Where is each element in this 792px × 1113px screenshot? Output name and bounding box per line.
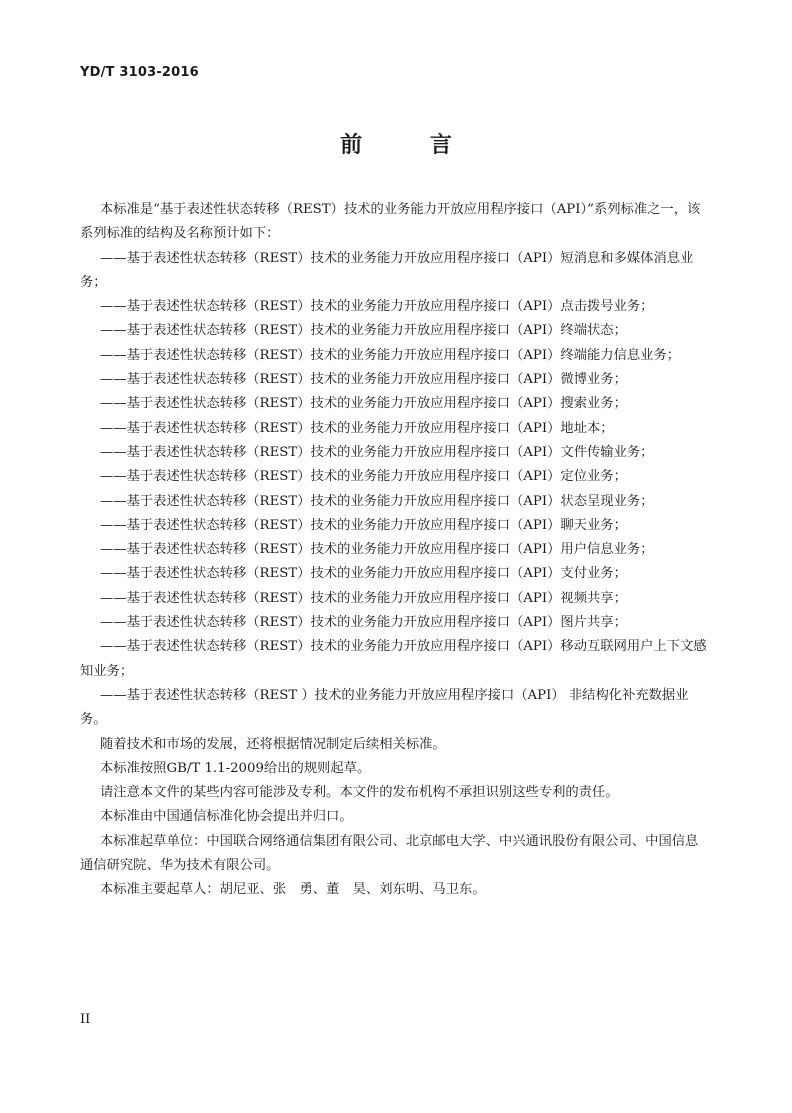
series-item: ——基于表述性状态转移（REST）技术的业务能力开放应用程序接口（API）图片共享； bbox=[100, 615, 627, 631]
paragraph-patent-notice: 请注意本文件的某些内容可能涉及专利。本文件的发布机构不承担识别这些专利的责任。 bbox=[100, 785, 619, 801]
paragraph-followup-standards: 随着技术和市场的发展，还将根据情况制定后续相关标准。 bbox=[100, 736, 446, 752]
series-item: ——基于表述性状态转移（REST）技术的业务能力开放应用程序接口（API）用户信息业务； bbox=[100, 542, 654, 558]
series-item: ——基于表述性状态转移（REST）技术的业务能力开放应用程序接口（API）微博业务； bbox=[100, 372, 627, 388]
intro-paragraph: 本标准是“基于表述性状态转移（REST）技术的业务能力开放应用程序接口（API）”系列标准之一，该系列标准的结构及名称预计如下： bbox=[80, 202, 701, 242]
paragraph-drafting-rules: 本标准按照GB/T 1.1-2009给出的规则起草。 bbox=[100, 760, 371, 776]
series-item: ——基于表述性状态转移（REST）技术的业务能力开放应用程序接口（API）移动互联网用户上下文感知业务； bbox=[80, 639, 707, 679]
page-title: 前 言 bbox=[340, 133, 482, 158]
series-item: ——基于表述性状态转移（REST）技术的业务能力开放应用程序接口（API）地址本； bbox=[100, 420, 614, 436]
foreword-body bbox=[80, 198, 710, 903]
series-item: ——基于表述性状态转移（REST ）技术的业务能力开放应用程序接口（API） 非结构化补充数据业务。 bbox=[80, 687, 689, 728]
series-item: ——基于表述性状态转移（REST）技术的业务能力开放应用程序接口（API）短消息和多媒体消息业务； bbox=[80, 250, 694, 290]
series-item: ——基于表述性状态转移（REST）技术的业务能力开放应用程序接口（API）终端状态； bbox=[100, 323, 627, 339]
series-item: ——基于表述性状态转移（REST）技术的业务能力开放应用程序接口（API）视频共享； bbox=[100, 590, 627, 606]
series-item: ——基于表述性状态转移（REST）技术的业务能力开放应用程序接口（API）终端能力信息业务； bbox=[100, 347, 681, 363]
series-item: ——基于表述性状态转移（REST）技术的业务能力开放应用程序接口（API）定位业务； bbox=[100, 469, 627, 485]
page-number: II bbox=[80, 1012, 91, 1027]
series-item: ——基于表述性状态转移（REST）技术的业务能力开放应用程序接口（API）文件传输业务； bbox=[100, 444, 654, 460]
paragraph-drafters: 本标准主要起草人：胡尼亚、张 勇、董 昊、刘东明、马卫东。 bbox=[100, 882, 486, 898]
series-item: ——基于表述性状态转移（REST）技术的业务能力开放应用程序接口（API）聊天业务； bbox=[100, 517, 627, 533]
series-item: ——基于表述性状态转移（REST）技术的业务能力开放应用程序接口（API）点击拨号业务； bbox=[100, 299, 654, 315]
series-item: ——基于表述性状态转移（REST）技术的业务能力开放应用程序接口（API）支付业务； bbox=[100, 566, 627, 582]
series-item: ——基于表述性状态转移（REST）技术的业务能力开放应用程序接口（API）状态呈现业务； bbox=[100, 493, 654, 509]
paragraph-drafting-units: 本标准起草单位：中国联合网络通信集团有限公司、北京邮电大学、中兴通讯股份有限公司、中国信息通信研究院、华为技术有限公司。 bbox=[80, 833, 699, 874]
series-item: ——基于表述性状态转移（REST）技术的业务能力开放应用程序接口（API）搜索业务； bbox=[100, 396, 627, 412]
paragraph-proposer: 本标准由中国通信标准化协会提出并归口。 bbox=[100, 809, 353, 825]
document-code: YD/T 3103-2016 bbox=[80, 65, 199, 80]
